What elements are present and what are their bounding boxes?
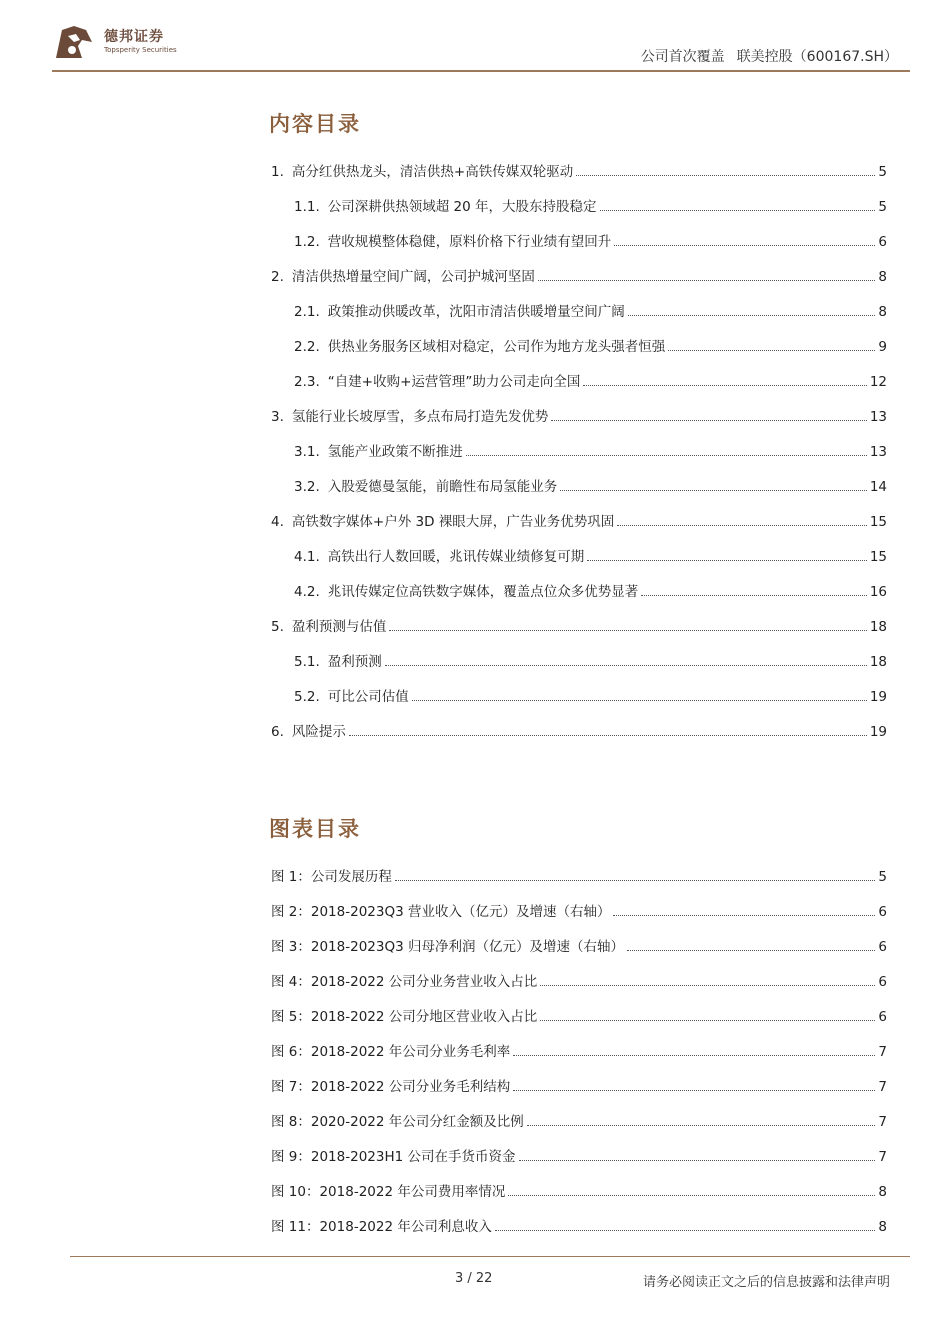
- contents-item-label: 营收规模整体稳健，原料价格下行业绩有望回升: [327, 234, 612, 250]
- page-indicator: 3 / 22: [455, 1271, 493, 1286]
- figure-item-label: 图 7：2018-2022 公司分业务毛利结构: [271, 1079, 511, 1095]
- header-divider: [52, 70, 910, 72]
- footer-divider: [70, 1256, 910, 1257]
- leader-dots: [385, 664, 867, 666]
- leader-dots: [560, 489, 867, 491]
- contents-item-label: 盈利预测: [327, 654, 382, 670]
- contents-item-page: 6: [878, 234, 887, 250]
- contents-item-label: 氢能产业政策不断推进: [327, 444, 463, 460]
- contents-item-number: 3.2.: [294, 479, 320, 495]
- contents-item[interactable]: [271, 158, 887, 180]
- leader-dots: [495, 1229, 876, 1231]
- page-header: [0, 0, 950, 80]
- figure-item-label: 图 3：2018-2023Q3 归母净利润（亿元）及增速（右轴）: [271, 939, 624, 955]
- figure-item[interactable]: [271, 1073, 887, 1095]
- contents-item-number: 5.1.: [294, 654, 320, 670]
- figure-item-label: 图 1：公司发展历程: [271, 869, 392, 885]
- figure-item-page: 6: [878, 974, 887, 990]
- figure-item[interactable]: [271, 1213, 887, 1235]
- contents-item-number: 2.2.: [294, 339, 320, 355]
- leader-dots: [583, 384, 866, 386]
- contents-item-label: 氢能行业长坡厚雪，多点布局打造先发优势: [291, 409, 549, 425]
- figures-title: 图表目录: [269, 817, 361, 841]
- figure-item-page: 8: [878, 1219, 887, 1235]
- contents-item[interactable]: [294, 333, 887, 355]
- contents-item-label: 入股爱德曼氢能，前瞻性布局氢能业务: [327, 479, 558, 495]
- leader-dots: [538, 279, 876, 281]
- contents-item-number: 1.1.: [294, 199, 320, 215]
- figure-item[interactable]: [271, 1143, 887, 1165]
- leader-dots: [600, 209, 876, 211]
- contents-item-label: 公司深耕供热领域超 20 年，大股东持股稳定: [327, 199, 597, 215]
- contents-item[interactable]: [271, 508, 887, 530]
- contents-item-label: 供热业务服务区域相对稳定，公司作为地方龙头强者恒强: [327, 339, 666, 355]
- leader-dots: [349, 734, 867, 736]
- contents-item-label: 高分红供热龙头，清洁供热+高铁传媒双轮驱动: [291, 164, 574, 180]
- leader-dots: [527, 1124, 876, 1126]
- contents-item-number: 5.2.: [294, 689, 320, 705]
- figure-item-page: 6: [878, 1009, 887, 1025]
- leader-dots: [513, 1054, 875, 1056]
- contents-item-page: 12: [869, 374, 887, 390]
- report-meta: [641, 46, 898, 66]
- contents-item-page: 5: [878, 199, 887, 215]
- contents-item-label: 盈利预测与估值: [291, 619, 387, 635]
- figure-item-label: 图 11：2018-2022 年公司利息收入: [271, 1219, 492, 1235]
- figure-item-page: 8: [878, 1184, 887, 1200]
- figure-item[interactable]: [271, 1108, 887, 1130]
- contents-item[interactable]: [271, 718, 887, 740]
- contents-item[interactable]: [294, 543, 887, 565]
- figure-item[interactable]: [271, 933, 887, 955]
- contents-item-page: 8: [878, 304, 887, 320]
- contents-item-label: 高铁数字媒体+户外 3D 裸眼大屏，广告业务优势巩固: [291, 514, 615, 530]
- leader-dots: [627, 949, 875, 951]
- figure-item[interactable]: [271, 1038, 887, 1060]
- contents-item-label: 高铁出行人数回暖，兆讯传媒业绩修复可期: [327, 549, 585, 565]
- leader-dots: [641, 594, 867, 596]
- figure-item[interactable]: [271, 863, 887, 885]
- contents-item-number: 3.: [271, 409, 284, 425]
- contents-item[interactable]: [294, 228, 887, 250]
- contents-item-page: 18: [869, 619, 887, 635]
- contents-item-number: 2.1.: [294, 304, 320, 320]
- leader-dots: [628, 314, 876, 316]
- contents-item-number: 2.3.: [294, 374, 320, 390]
- contents-item-page: 13: [869, 409, 887, 425]
- contents-item[interactable]: [294, 438, 887, 460]
- brand-name-cn: 德邦证券: [104, 29, 164, 45]
- contents-item-number: 3.1.: [294, 444, 320, 460]
- contents-item-label: 可比公司估值: [327, 689, 409, 705]
- figure-item-label: 图 6：2018-2022 年公司分业务毛利率: [271, 1044, 511, 1060]
- leader-dots: [395, 879, 876, 881]
- contents-item-label: 清洁供热增量空间广阔，公司护城河坚固: [291, 269, 535, 285]
- leader-dots: [389, 629, 866, 631]
- leader-dots: [519, 1159, 876, 1161]
- figure-item-label: 图 4：2018-2022 公司分业务营业收入占比: [271, 974, 538, 990]
- contents-item-page: 16: [869, 584, 887, 600]
- leader-dots: [513, 1089, 875, 1091]
- contents-item-label: 风险提示: [291, 724, 346, 740]
- figure-item-label: 图 8：2020-2022 年公司分红金额及比例: [271, 1114, 524, 1130]
- contents-item-page: 15: [869, 514, 887, 530]
- leader-dots: [508, 1194, 875, 1196]
- contents-item[interactable]: [294, 473, 887, 495]
- contents-item-label: 政策推动供暖改革，沈阳市清洁供暖增量空间广阔: [327, 304, 625, 320]
- brand-name-en: Topsperity Securities: [104, 46, 177, 54]
- contents-item-number: 4.: [271, 514, 284, 530]
- figure-item-label: 图 2：2018-2023Q3 营业收入（亿元）及增速（右轴）: [271, 904, 611, 920]
- contents-item[interactable]: [271, 403, 887, 425]
- disclaimer: 请务必阅读正文之后的信息披露和法律声明: [642, 1275, 890, 1290]
- figure-item[interactable]: [271, 898, 887, 920]
- leader-dots: [617, 524, 867, 526]
- figure-item-label: 图 10：2018-2022 年公司费用率情况: [271, 1184, 506, 1200]
- brand-logo: [52, 22, 177, 62]
- contents-item-page: 9: [878, 339, 887, 355]
- brand-logo-icon: [52, 22, 96, 62]
- contents-item[interactable]: [294, 683, 887, 705]
- leader-dots: [668, 349, 875, 351]
- leader-dots: [412, 699, 867, 701]
- contents-item-page: 19: [869, 724, 887, 740]
- contents-item-page: 5: [878, 164, 887, 180]
- leader-dots: [587, 559, 867, 561]
- contents-item-page: 8: [878, 269, 887, 285]
- leader-dots: [614, 244, 875, 246]
- contents-item[interactable]: [294, 578, 887, 600]
- figure-item-page: 6: [878, 904, 887, 920]
- contents-item[interactable]: [271, 613, 887, 635]
- leader-dots: [540, 1019, 875, 1021]
- contents-item-number: 4.1.: [294, 549, 320, 565]
- figure-item-page: 7: [878, 1114, 887, 1130]
- figure-item-page: 6: [878, 939, 887, 955]
- contents-item-number: 5.: [271, 619, 284, 635]
- figure-item[interactable]: [271, 968, 887, 990]
- figure-item-label: 图 9：2018-2023H1 公司在手货币资金: [271, 1149, 516, 1165]
- contents-item[interactable]: [294, 368, 887, 390]
- contents-item-number: 2.: [271, 269, 284, 285]
- figure-item[interactable]: [271, 1003, 887, 1025]
- leader-dots: [540, 984, 875, 986]
- contents-item[interactable]: [294, 648, 887, 670]
- leader-dots: [466, 454, 867, 456]
- figure-item[interactable]: [271, 1178, 887, 1200]
- leader-dots: [576, 174, 875, 176]
- figure-item-label: 图 5：2018-2022 公司分地区营业收入占比: [271, 1009, 538, 1025]
- leader-dots: [613, 914, 875, 916]
- contents-item-page: 15: [869, 549, 887, 565]
- company-name: 联美控股（600167.SH）: [736, 49, 898, 65]
- contents-item-number: 6.: [271, 724, 284, 740]
- report-type: 公司首次覆盖: [640, 49, 725, 65]
- leader-dots: [551, 419, 866, 421]
- contents-item-number: 1.: [271, 164, 284, 180]
- figure-item-page: 7: [878, 1149, 887, 1165]
- contents-item-page: 13: [869, 444, 887, 460]
- contents-item-page: 19: [869, 689, 887, 705]
- contents-title: 内容目录: [269, 112, 361, 136]
- contents-item-number: 4.2.: [294, 584, 320, 600]
- figure-item-page: 5: [878, 869, 887, 885]
- contents-item-label: “自建+收购+运营管理”助力公司走向全国: [327, 374, 581, 390]
- contents-item[interactable]: [294, 298, 887, 320]
- contents-item[interactable]: [271, 263, 887, 285]
- contents-item-number: 1.2.: [294, 234, 320, 250]
- contents-item-page: 14: [869, 479, 887, 495]
- figure-item-page: 7: [878, 1079, 887, 1095]
- figure-item-page: 7: [878, 1044, 887, 1060]
- contents-item-page: 18: [869, 654, 887, 670]
- contents-item[interactable]: [294, 193, 887, 215]
- contents-item-label: 兆讯传媒定位高铁数字媒体，覆盖点位众多优势显著: [327, 584, 639, 600]
